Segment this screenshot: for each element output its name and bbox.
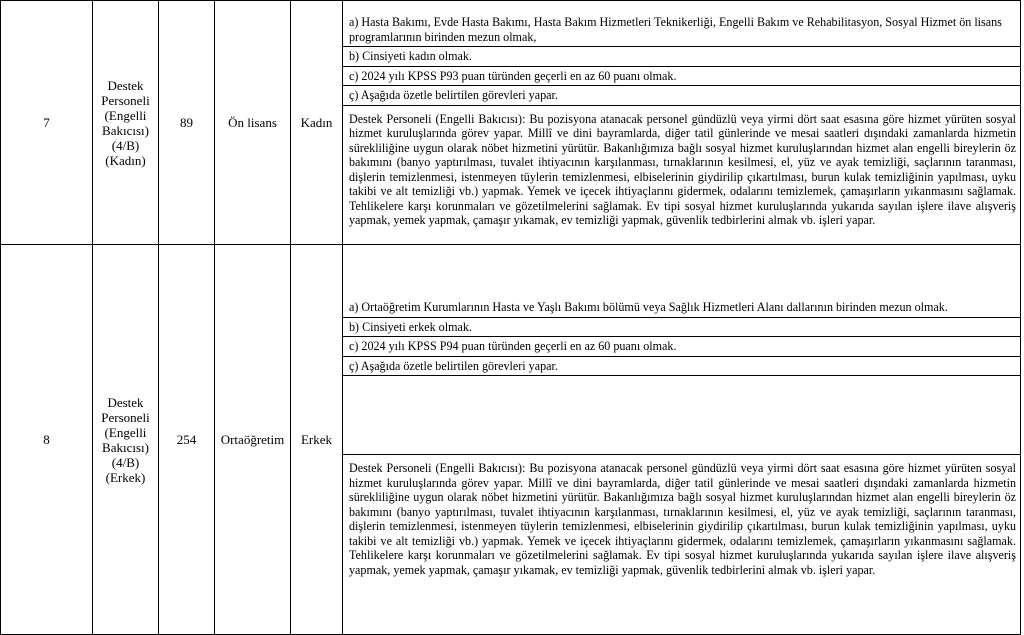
gender: Erkek [291, 245, 343, 635]
requirement-d: ç) Aşağıda özetle belirtilen görevleri yapar. [343, 357, 1020, 377]
requirement-c: c) 2024 yılı KPSS P94 puan türünden geçerli en az 60 puanı olmak. [343, 337, 1020, 357]
gender: Kadın [291, 1, 343, 245]
duty-description: Destek Personeli (Engelli Bakıcısı): Bu pozisyona atanacak personel gündüzlü veya yirmi dört saat esasına göre hizmet yürüten sosyal hizmet kuruluşlarında görev yapar. Millî ve dini bayramlarda, diğer tatil günlerinde ve mesai saatleri dışındaki zamanlarda hizmetin sürekliliğine uygun olarak nöbet hizmetini yürütür. Bakanlığımıza bağlı sosyal hizmet kuruluşlarından hizmet alan engelli bireylerin öz bakımını (banyo yaptırılması, tuvalet ihtiyacının karşılanması, tırnaklarının kesilmesi, el, yüz ve ayak temizliği, saçlarının taranması, dişlerin temizlenmesi, istenmeyen tüylerin temizlenmesi, elbiselerinin giydirilip çıkartılması, burun kulak temizliğinin yapılması, uyku takibi ve alt temizliği vb.) yapmak. Yemek ve içecek ihtiyaçlarını gidermek, odalarını temizlemek, çamaşırların yıkanmasını sağlamak. Tehlikelere karşı korunmaları ve gözetilmelerini sağlamak. Ev tipi sosyal hizmet kuruluşlarında yukarıda sayılan işlere ilave alışveriş yapmak, yemek yapmak, çamaşır yıkamak, ev temizliği yapmak, güvenlik tedbirlerini almak vb. işleri yapar. [349, 111, 1016, 228]
row-number: 7 [1, 1, 93, 245]
table-row [1, 1, 1021, 245]
row-number: 8 [1, 245, 93, 635]
requirement-c: c) 2024 yılı KPSS P93 puan türünden geçerli en az 60 puanı olmak. [343, 67, 1020, 87]
position-count: 89 [159, 1, 215, 245]
position-title: Destek Personeli (Engelli Bakıcısı) (4/B) (Kadın) [93, 1, 159, 245]
education-level: Ön lisans [215, 1, 291, 245]
duty-description: Destek Personeli (Engelli Bakıcısı): Bu pozisyona atanacak personel gündüzlü veya yirmi dört saat esasına göre hizmet yürüten sosyal hizmet kuruluşlarında görev yapar. Millî ve dini bayramlarda, diğer tatil günlerinde ve mesai saatleri dışındaki zamanlarda hizmetin sürekliliğine uygun olarak nöbet hizmetini yürütür. Bakanlığımıza bağlı sosyal hizmet kuruluşlarından hizmet alan engelli bireylerin öz bakımını (banyo yaptırılması, tuvalet ihtiyacının karşılanması, tırnaklarının kesilmesi, el, yüz ve ayak temizliği, saçlarının taranması, dişlerin temizlenmesi, istenmeyen tüylerin temizlenmesi, elbiselerinin giydirilip çıkartılması, burun kulak temizliğinin yapılması, uyku takibi ve alt temizliği vb.) yapmak. Yemek ve içecek ihtiyaçlarını gidermek, odalarını temizlemek, çamaşırların yıkanmasını sağlamak. Tehlikelere karşı korunmaları ve gözetilmelerini sağlamak. Ev tipi sosyal hizmet kuruluşlarında yukarıda sayılan işlere ilave alışveriş yapmak, yemek yapmak, çamaşır yıkamak, ev temizliği yapmak, güvenlik tedbirlerini almak vb. işleri yapar. [349, 461, 1016, 577]
qualifications-cell [343, 245, 1021, 635]
requirement-d: ç) Aşağıda özetle belirtilen görevleri yapar. [343, 86, 1020, 106]
requirement-a: a) Ortaöğretim Kurumlarının Hasta ve Yaşlı Bakımı bölümü veya Sağlık Hizmetleri Alanı dallarının birinden mezun olmak. [343, 298, 1020, 318]
position-count: 254 [159, 245, 215, 635]
qualifications-cell [343, 1, 1021, 245]
requirement-b: b) Cinsiyeti kadın olmak. [343, 47, 1020, 67]
spacer [343, 376, 1020, 455]
requirement-a: a) Hasta Bakımı, Evde Hasta Bakımı, Hasta Bakım Hizmetleri Teknikerliği, Engelli Bakım ve Rehabilitasyon, Sosyal Hizmet ön lisans programlarının birinden mezun olmak, [343, 13, 1020, 47]
position-title: Destek Personeli (Engelli Bakıcısı) (4/B) (Erkek) [93, 245, 159, 635]
requirement-b: b) Cinsiyeti erkek olmak. [343, 318, 1020, 338]
table-row [1, 245, 1021, 635]
education-level: Ortaöğretim [215, 245, 291, 635]
